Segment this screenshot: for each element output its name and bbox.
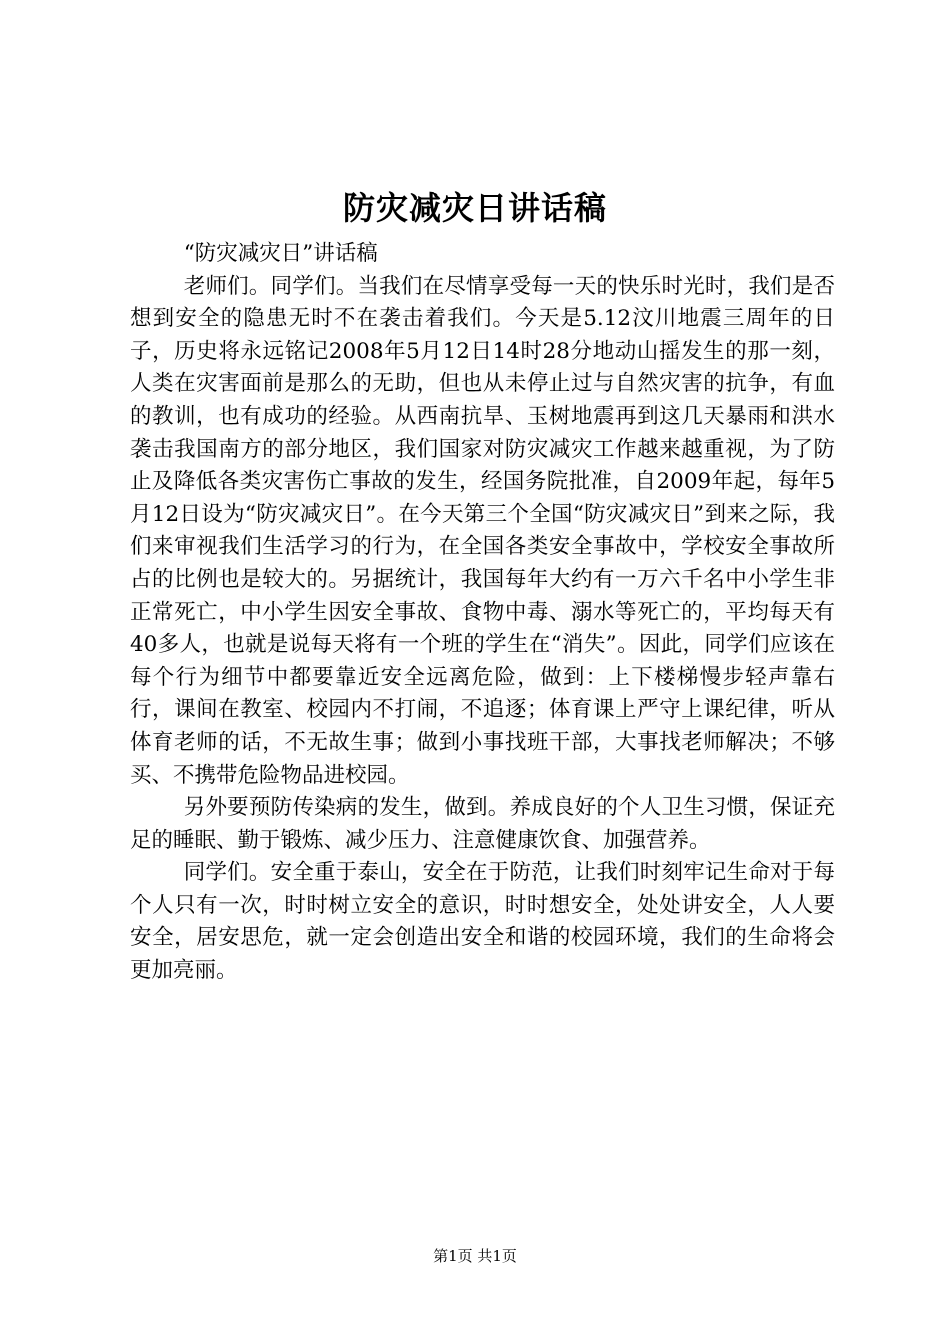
document-title: 防灾减灾日讲话稿 <box>342 189 607 227</box>
subtitle-paragraph: “防灾减灾日”讲话稿 <box>183 241 378 266</box>
body-paragraph: 老师们。同学们。当我们在尽情享受每一天的快乐时光时，我们是否想到安全的隐患无时不在袭击着我们。今天是5.12汶川地震三周年的日子，历史将永远铭记2008年5月12日14时28分地动山摇发生的那一刻，人类在灾害面前是那么的无助，但也从未停止过与自然灾害的抗争，有血的教训，也有成功的经验。从西南抗旱、玉树地震再到这几天暴雨和洪水袭击我国南方的部分地区，我们国家对防灾减灾工作越来越重视，为了防止及降低各类灾害伤亡事故的发生，经国务院批准，自2009年起，每年5月12日设为“防灾减灾日”。在今天第三个全国“防灾减灾日”到来之际，我们来审视我们生活学习的行为，在全国各类安全事故中，学校安全事故所占的比例也是较大的。另据统计，我国每年大约有一万六千名中小学生非正常死亡，中小学生因安全事故、食物中毒、溺水等死亡的，平均每天有40多人，也就是说每天将有一个班的学生在“消失”。因此，同学们应该在每个行为细节中都要靠近安全远离危险，做到：上下楼梯慢步轻声靠右行，课间在教室、校园内不打闹，不追逐；体育课上严守上课纪律，听从体育老师的话，不无故生事；做到小事找班干部，大事找老师解决；不够买、不携带危险物品进校园。 <box>130 273 835 788</box>
page-number-footer: 第1页 共1页 <box>433 1247 517 1265</box>
body-paragraph: 同学们。安全重于泰山，安全在于防范，让我们时刻牢记生命对于每个人只有一次，时时树立安全的意识，时时想安全，处处讲安全，人人要安全，居安思危，就一定会创造出安全和谐的校园环境，我们的生命将会更加亮丽。 <box>130 860 835 984</box>
document-body <box>130 238 835 988</box>
body-paragraph: 另外要预防传染病的发生，做到。养成良好的个人卫生习惯，保证充足的睡眠、勤于锻炼、减少压力、注意健康饮食、加强营养。 <box>130 795 835 853</box>
